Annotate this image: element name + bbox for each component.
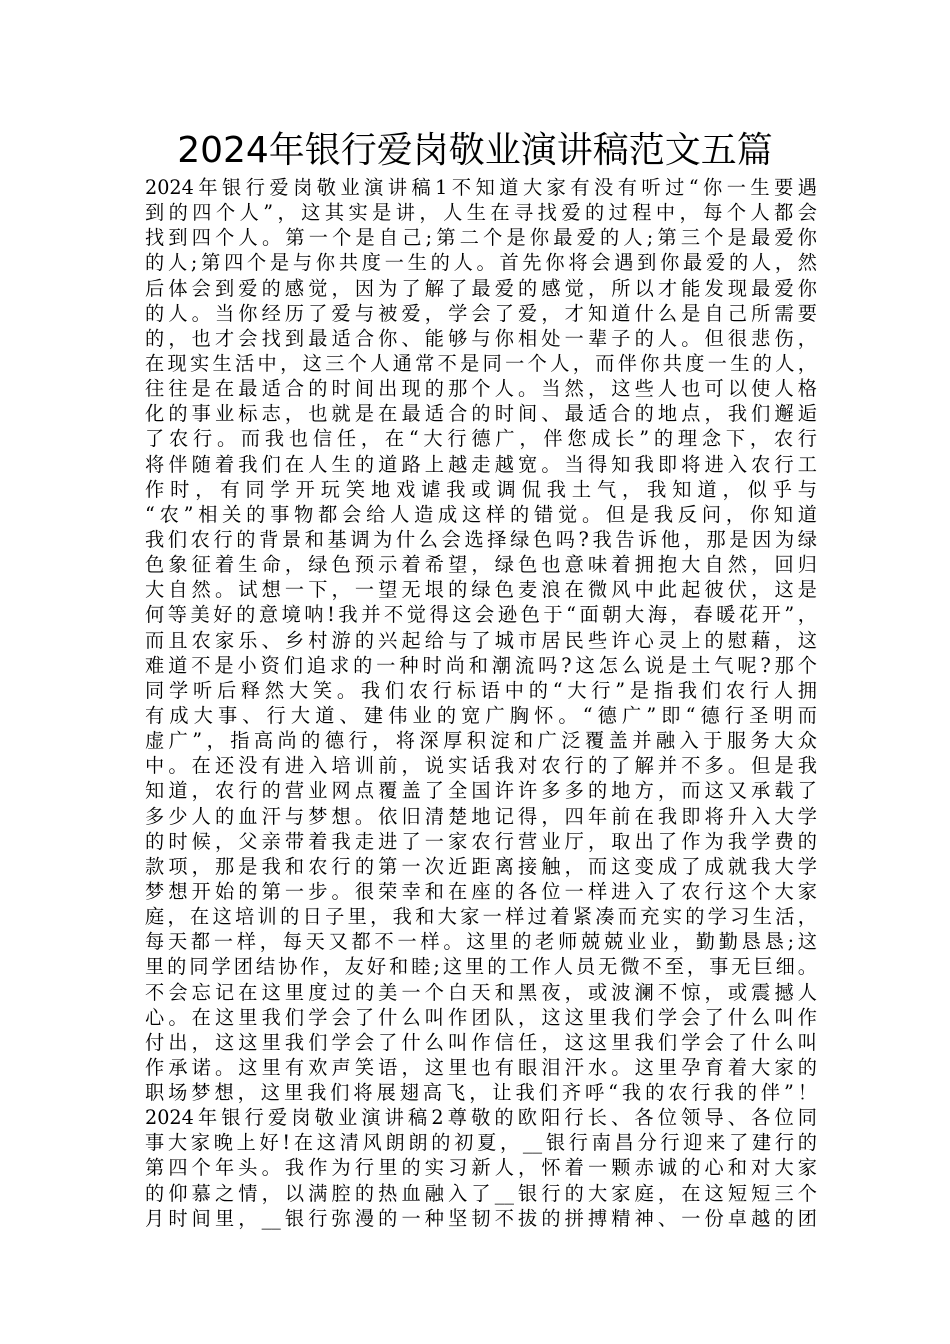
body-line: 的，也才会找到最适合你、能够与你相处一辈子的人。但很悲伤，: [145, 326, 817, 350]
body-line: 化的事业标志，也就是在最适合的时间、最适合的地点，我们邂逅: [145, 402, 817, 426]
body-line: 作承诺。这里有欢声笑语，这里也有眼泪汗水。这里孕育着大家的: [145, 1055, 817, 1079]
body-line: 将伴随着我们在人生的道路上越走越宽。当得知我即将进入农行工: [145, 452, 817, 476]
body-line: 往往是在最适合的时间出现的那个人。当然，这些人也可以使人格: [145, 377, 817, 401]
body-line: 的人;第四个是与你共度一生的人。首先你将会遇到你最爱的人，然: [145, 251, 817, 275]
body-line: 2024年银行爱岗敬业演讲稿2尊敬的欧阳行长、各位领导、各位同: [145, 1106, 817, 1130]
body-line: 中。在还没有进入培训前，说实话我对农行的了解并不多。但是我: [145, 754, 817, 778]
body-line: 心。在这里我们学会了什么叫作团队，这这里我们学会了什么叫作: [145, 1005, 817, 1029]
body-line: 里的同学团结协作，友好和睦;这里的工作人员无微不至，事无巨细。: [145, 955, 817, 979]
body-line: 到的四个人”，这其实是讲，人生在寻找爱的过程中，每个人都会: [145, 201, 817, 225]
body-line: 色象征着生命，绿色预示着希望，绿色也意味着拥抱大自然，回归: [145, 553, 817, 577]
body-line: “农”相关的事物都会给人造成这样的错觉。但是我反问，你知道: [145, 502, 817, 526]
body-line: 职场梦想，这里我们将展翅高飞，让我们齐呼“我的农行我的伴”！: [145, 1081, 817, 1105]
body-line: 何等美好的意境呐!我并不觉得这会逊色于“面朝大海，春暖花开”，: [145, 603, 817, 627]
body-line: 庭，在这培训的日子里，我和大家一样过着紧凑而充实的学习生活，: [145, 905, 817, 929]
body-line: 找到四个人。第一个是自己;第二个是你最爱的人;第三个是最爱你: [145, 226, 817, 250]
body-line: 的时候，父亲带着我走进了一家农行营业厅，取出了作为我学费的: [145, 829, 817, 853]
body-line: 2024年银行爱岗敬业演讲稿1不知道大家有没有听过“你一生要遇: [145, 176, 817, 199]
body-line: 事大家晚上好!在这清风朗朗的初夏，__银行南昌分行迎来了建行的: [145, 1131, 817, 1155]
body-line: 知道，农行的营业网点覆盖了全国许许多多的地方，而这又承载了: [145, 779, 817, 803]
body-line: 付出，这这里我们学会了什么叫作信任，这这里我们学会了什么叫: [145, 1030, 817, 1054]
body-line: 同学听后释然大笑。我们农行标语中的“大行”是指我们农行人拥: [145, 678, 817, 702]
body-line: 梦想开始的第一步。很荣幸和在座的各位一样进入了农行这个大家: [145, 879, 817, 903]
body-line: 多少人的血汗与梦想。依旧清楚地记得，四年前在我即将升入大学: [145, 804, 817, 828]
body-line: 在现实生活中，这三个人通常不是同一个人，而伴你共度一生的人，: [145, 351, 817, 375]
body-line: 大自然。试想一下，一望无垠的绿色麦浪在微风中此起彼伏，这是: [145, 578, 817, 602]
body-line: 作时，有同学开玩笑地戏谑我或调侃我土气，我知道，似乎与: [145, 477, 817, 501]
document-title: 2024年银行爱岗敬业演讲稿范文五篇: [177, 130, 773, 171]
body-line: 款项，那是我和农行的第一次近距离接触，而这变成了成就我大学: [145, 854, 817, 878]
body-line: 难道不是小资们追求的一种时尚和潮流吗?这怎么说是土气呢?那个: [145, 653, 817, 677]
body-line: 而且农家乐、乡村游的兴起给与了城市居民些许心灵上的慰藉，这: [145, 628, 817, 652]
document-body: [145, 175, 817, 1231]
body-line: 的仰慕之情，以满腔的热血融入了__银行的大家庭，在这短短三个: [145, 1181, 817, 1205]
body-line: 我们农行的背景和基调为什么会选择绿色吗?我告诉他，那是因为绿: [145, 527, 817, 551]
body-line: 每天都一样，每天又都不一样。这里的老师兢兢业业，勤勤恳恳;这: [145, 930, 817, 954]
body-line: 的人。当你经历了爱与被爱，学会了爱，才知道什么是自己所需要: [145, 301, 817, 325]
body-line: 后体会到爱的感觉，因为了解了最爱的感觉，所以才能发现最爱你: [145, 276, 817, 300]
body-line: 第四个年头。我作为行里的实习新人，怀着一颗赤诚的心和对大家: [145, 1156, 817, 1180]
body-line: 有成大事、行大道、建伟业的宽广胸怀。“德广”即“德行圣明而: [145, 703, 817, 727]
body-line: 月时间里，__银行弥漫的一种坚韧不拔的拼搏精神、一份卓越的团: [145, 1206, 817, 1230]
body-line: 不会忘记在这里度过的美一个白天和黑夜，或波澜不惊，或震撼人: [145, 980, 817, 1004]
body-line: 虚广”，指高尚的德行，将深厚积淀和广泛覆盖并融入于服务大众: [145, 729, 817, 753]
body-line: 了农行。而我也信任，在“大行德广，伴您成长”的理念下，农行: [145, 427, 817, 451]
